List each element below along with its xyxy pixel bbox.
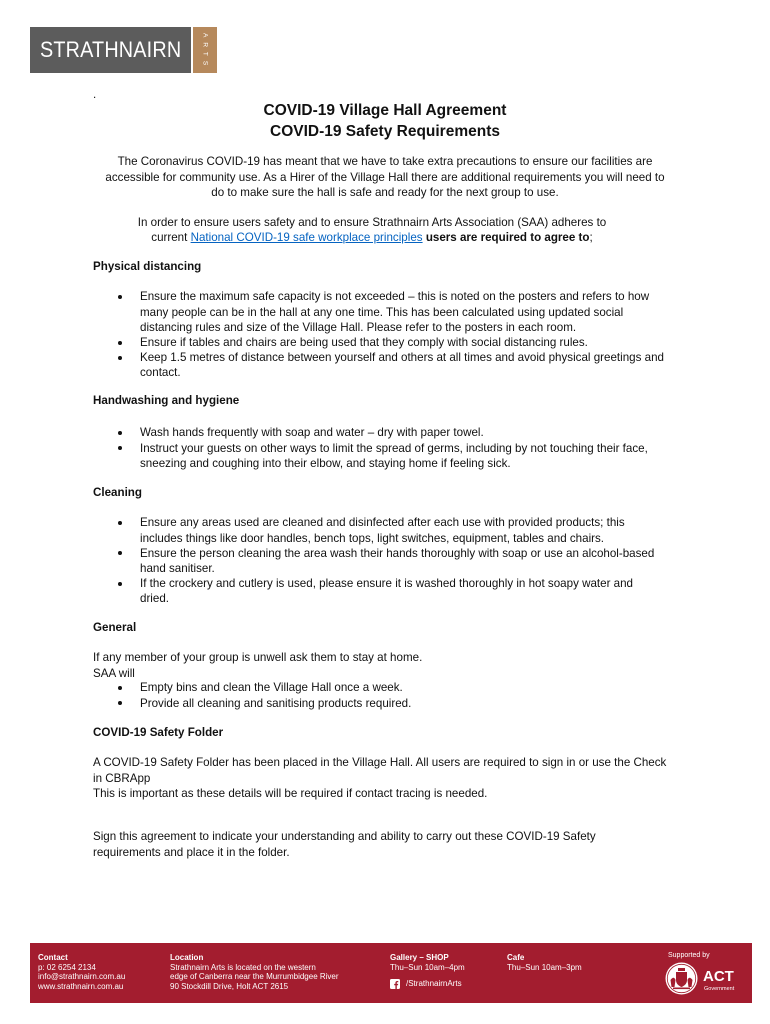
footer-location-line: 90 Stockdill Drive, Holt ACT 2615 bbox=[170, 981, 289, 991]
footer-gallery-heading: Gallery – SHOP bbox=[390, 953, 449, 963]
bullet-icon bbox=[118, 521, 122, 525]
list-item-line: Ensure the person cleaning the area wash their hands thoroughly with soap or use an alcohol-based bbox=[140, 546, 655, 560]
list-item-line: many people can be in the hall at any one time. This has been calculated using updated social bbox=[140, 305, 624, 319]
footer-cafe bbox=[507, 953, 582, 972]
footer-contact bbox=[38, 953, 125, 991]
list-item bbox=[0, 696, 770, 711]
facebook-handle: /StrathnairnArts bbox=[406, 979, 462, 989]
agreement-line: In order to ensure users safety and to ensure Strathnairn Arts Association (SAA) adheres to bbox=[137, 215, 607, 229]
agreement-suffix: ; bbox=[589, 230, 593, 244]
bullet-icon bbox=[118, 446, 122, 450]
supported-by-label: Supported by bbox=[668, 951, 710, 959]
footer-location-line: edge of Canberra near the Murrumbidgee River bbox=[170, 972, 339, 982]
agreement-paragraph bbox=[0, 215, 744, 245]
footer-website: www.strathnairn.com.au bbox=[38, 981, 124, 991]
agreement-requirement-text: users are required to agree to bbox=[425, 230, 590, 244]
general-paragraph bbox=[93, 650, 422, 680]
list-item bbox=[0, 350, 770, 380]
footer-location bbox=[170, 953, 339, 991]
footer-contact-heading: Contact bbox=[38, 953, 68, 963]
section-heading-cleaning: Cleaning bbox=[93, 486, 142, 500]
footer-email: info@strathnairn.com.au bbox=[38, 972, 126, 982]
section-heading-handwashing: Handwashing and hygiene bbox=[93, 394, 240, 408]
list-item-line: If the crockery and cutlery is used, please ensure it is washed thoroughly in hot soapy water and bbox=[140, 577, 634, 591]
list-item-line: Empty bins and clean the Village Hall once a week. bbox=[140, 681, 403, 695]
agreement-prefix: current bbox=[151, 230, 188, 244]
paragraph-line: If any member of your group is unwell ask them to stay at home. bbox=[93, 651, 423, 665]
paragraph-line: in CBRApp bbox=[93, 771, 151, 785]
workplace-principles-link[interactable]: National COVID-19 safe workplace principles bbox=[190, 230, 423, 244]
list-item-line: Ensure if tables and chairs are being used that they comply with social distancing rules. bbox=[140, 336, 588, 349]
list-item bbox=[0, 425, 770, 440]
cleaning-list bbox=[0, 515, 770, 606]
bullet-icon bbox=[118, 701, 122, 705]
logo-wordmark-panel bbox=[30, 27, 191, 73]
section-heading-safety-folder: COVID-19 Safety Folder bbox=[93, 726, 224, 740]
bullet-icon bbox=[118, 295, 122, 299]
list-item-line: Ensure the maximum safe capacity is not exceeded – this is noted on the posters and refers to how bbox=[140, 290, 650, 304]
list-item bbox=[0, 335, 770, 350]
logo-wordmark: STRATHNAIRN bbox=[40, 37, 182, 62]
handwashing-list bbox=[0, 425, 770, 471]
list-item-line: Ensure any areas used are cleaned and disinfected after each use with provided products; this bbox=[140, 516, 625, 530]
document-title-block bbox=[0, 100, 770, 142]
footer-phone: p: 02 6254 2134 bbox=[38, 962, 96, 972]
list-item bbox=[0, 441, 770, 471]
physical-distancing-list bbox=[0, 289, 770, 380]
general-list bbox=[0, 680, 770, 710]
document-subtitle: COVID-19 Safety Requirements bbox=[270, 122, 500, 140]
government-wordmark: Government bbox=[704, 986, 735, 992]
closing-paragraph bbox=[93, 829, 596, 859]
paragraph-line: This is important as these details will be required if contact tracing is needed. bbox=[93, 786, 488, 800]
section-heading-general: General bbox=[93, 621, 137, 635]
paragraph-line: requirements and place it in the folder. bbox=[93, 845, 290, 859]
footer-location-heading: Location bbox=[170, 953, 204, 963]
logo-tag-arts: ARTS bbox=[201, 33, 209, 71]
section-heading-physical-distancing: Physical distancing bbox=[93, 260, 202, 274]
footer-gallery bbox=[390, 953, 465, 972]
list-item bbox=[0, 515, 770, 545]
list-item-line: Provide all cleaning and sanitising products required. bbox=[140, 696, 412, 710]
list-item-line: hand sanitiser. bbox=[140, 562, 215, 575]
list-item bbox=[0, 680, 770, 695]
bullet-icon bbox=[118, 341, 122, 345]
footer-gallery-hours: Thu–Sun 10am–4pm bbox=[390, 962, 465, 972]
stray-period: . bbox=[93, 88, 97, 101]
paragraph-line: A COVID-19 Safety Folder has been placed in the Village Hall. All users are required to sign in or use the Check bbox=[93, 756, 667, 770]
act-government-crest-icon bbox=[665, 962, 698, 995]
list-item-line: Wash hands frequently with soap and water – dry with paper towel. bbox=[140, 426, 484, 440]
list-item-line: sneezing and coughing into their elbow, and staying home if feeling sick. bbox=[140, 456, 511, 470]
footer-cafe-hours: Thu–Sun 10am–3pm bbox=[507, 962, 582, 972]
intro-line: The Coronavirus COVID-19 has meant that we have to take extra precautions to ensure our facilities are bbox=[117, 155, 653, 169]
list-item-line: includes things like door handles, bench tops, light switches, equipment, tables and chairs. bbox=[140, 531, 605, 545]
bullet-icon bbox=[118, 686, 122, 690]
bullet-icon bbox=[118, 431, 122, 435]
paragraph-line: Sign this agreement to indicate your understanding and ability to carry out these COVID-19 Safety bbox=[93, 830, 596, 844]
list-item-line: dried. bbox=[140, 592, 170, 606]
document-title: COVID-19 Village Hall Agreement bbox=[263, 101, 507, 119]
facebook-icon bbox=[390, 979, 400, 989]
footer-location-line: Strathnairn Arts is located on the western bbox=[170, 962, 316, 972]
intro-paragraph bbox=[0, 154, 770, 201]
paragraph-line: SAA will bbox=[93, 666, 135, 680]
list-item-line: Instruct your guests on other ways to limit the spread of germs, including by not touching their face, bbox=[140, 441, 648, 455]
list-item bbox=[0, 576, 770, 606]
agreement-line bbox=[0, 230, 744, 245]
footer-bar bbox=[30, 943, 752, 1003]
footer-cafe-heading: Cafe bbox=[507, 953, 525, 963]
bullet-icon bbox=[118, 551, 122, 555]
list-item bbox=[0, 289, 770, 335]
logo-tag-panel bbox=[193, 27, 217, 73]
intro-line: do to make sure the hall is safe and ready for the next group to use. bbox=[211, 186, 559, 200]
strathnairn-arts-logo bbox=[30, 27, 217, 73]
list-item-line: contact. bbox=[140, 366, 181, 380]
footer-social bbox=[390, 979, 462, 989]
list-item-line: Keep 1.5 metres of distance between yourself and others at all times and avoid physical greetings and bbox=[140, 351, 664, 365]
intro-line: accessible for community use. As a Hirer of the Village Hall there are additional requirements you will need to bbox=[105, 170, 665, 184]
bullet-icon bbox=[118, 582, 122, 586]
list-item bbox=[0, 546, 770, 576]
list-item-line: distancing rules and size of the Village Hall. Please refer to the posters in each room. bbox=[140, 320, 577, 334]
act-wordmark: ACT bbox=[703, 968, 734, 985]
safety-folder-paragraph bbox=[93, 755, 666, 801]
bullet-icon bbox=[118, 356, 122, 360]
